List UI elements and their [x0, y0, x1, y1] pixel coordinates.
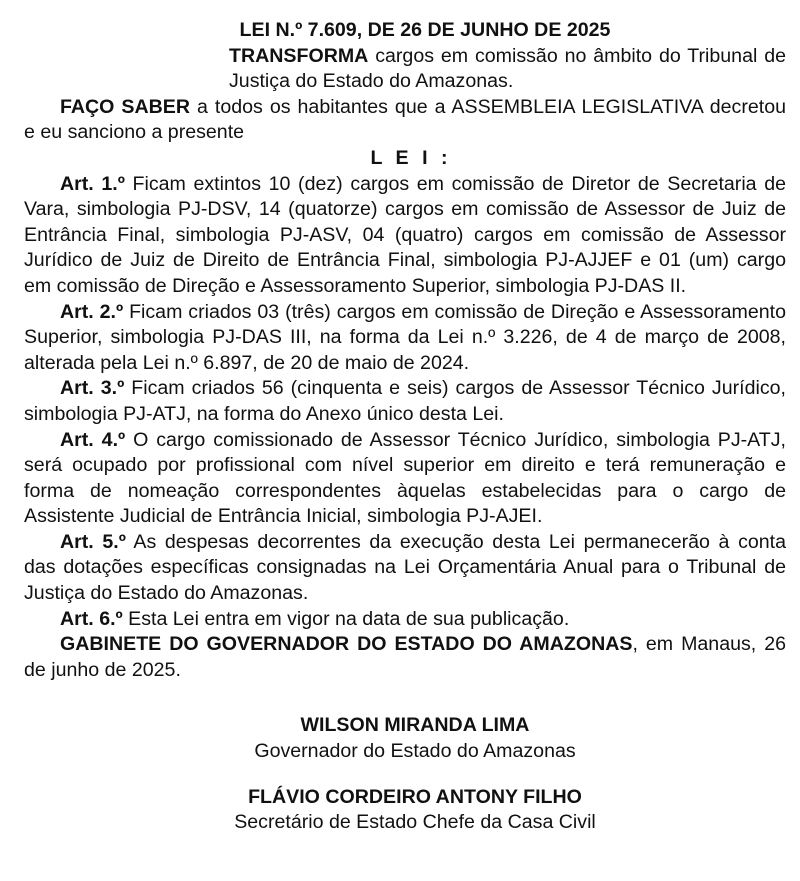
signatory-name: WILSON MIRANDA LIMA — [300, 714, 530, 737]
article-text: Ficam extintos 10 (dez) cargos em comissão de Diretor de Secretaria de Vara, simbologia PJ-DSV, 14 (quatorze) cargos em comissão de Assessor de Juiz de Entrância Final, simbologia PJ-ASV, 04 (quatro) cargos em comissão de Assessor Jurídico de Juiz de Direito de Entrância Final, simbologia PJ-AJJEF e 01 (um) cargo em comissão de Direção e Assessoramento Superior, simbologia PJ-DAS II. — [24, 172, 786, 297]
preamble-lead: FAÇO SABER — [60, 95, 191, 118]
preamble — [24, 95, 786, 146]
article-4 — [24, 428, 786, 530]
article-text: O cargo comissionado de Assessor Técnico Jurídico, simbologia PJ-ATJ, será ocupado por profissional com nível superior em direito e terá remuneração e forma de nomeação correspondentes àquelas estabelecidas para o cargo de Assistente Judicial de Entrância Inicial, simbologia PJ-AJEI. — [24, 428, 786, 528]
article-label: Art. 4.º — [60, 428, 126, 451]
article-text: Ficam criados 03 (três) cargos em comissão de Direção e Assessoramento Superior, simbologia PJ-DAS III, na forma da Lei n.º 3.226, de 4 de março de 2008, alterada pela Lei n.º 6.897, de 20 de maio de 2024. — [24, 300, 786, 374]
article-5 — [24, 530, 786, 607]
article-label: Art. 6.º — [60, 607, 123, 630]
article-label: Art. 3.º — [60, 377, 125, 400]
signatory-name: FLÁVIO CORDEIRO ANTONY FILHO — [248, 785, 582, 808]
law-summary — [229, 44, 786, 95]
closing-paragraph — [24, 632, 786, 683]
summary-lead: TRANSFORMA — [229, 44, 369, 67]
article-text: Ficam criados 56 (cinquenta e seis) cargos de Assessor Técnico Jurídico, simbologia PJ-ATJ, na forma do Anexo único desta Lei. — [24, 377, 786, 425]
signatory-role: Governador do Estado do Amazonas — [254, 740, 576, 763]
signature-governor — [24, 713, 786, 764]
preamble-text: a todos os habitantes que a ASSEMBLEIA LEGISLATIVA decretou e eu sanciono a presente — [24, 95, 786, 144]
signatory-role: Secretário de Estado Chefe da Casa Civil — [234, 811, 596, 834]
summary-text: cargos em comissão no âmbito do Tribunal de Justiça do Estado do Amazonas. — [229, 44, 786, 93]
closing-lead: GABINETE DO GOVERNADOR DO ESTADO DO AMAZONAS — [60, 633, 633, 656]
law-title: LEI N.º 7.609, DE 26 DE JUNHO DE 2025 — [239, 19, 611, 41]
law-heading: L E I : — [370, 146, 452, 169]
article-label: Art. 2.º — [60, 300, 124, 323]
article-label: Art. 1.º — [60, 172, 125, 195]
article-6 — [24, 607, 786, 633]
article-label: Art. 5.º — [60, 530, 126, 553]
closing-text: , em Manaus, 26 de junho de 2025. — [24, 633, 786, 681]
article-2 — [24, 300, 786, 377]
article-3 — [24, 376, 786, 427]
article-1 — [24, 172, 786, 300]
article-text: Esta Lei entra em vigor na data de sua publicação. — [122, 607, 570, 630]
article-text: As despesas decorrentes da execução desta Lei permanecerão à conta das dotações específicas consignadas na Lei Orçamentária Anual para o Tribunal de Justiça do Estado do Amazonas. — [24, 530, 786, 605]
signature-secretary — [24, 785, 786, 836]
